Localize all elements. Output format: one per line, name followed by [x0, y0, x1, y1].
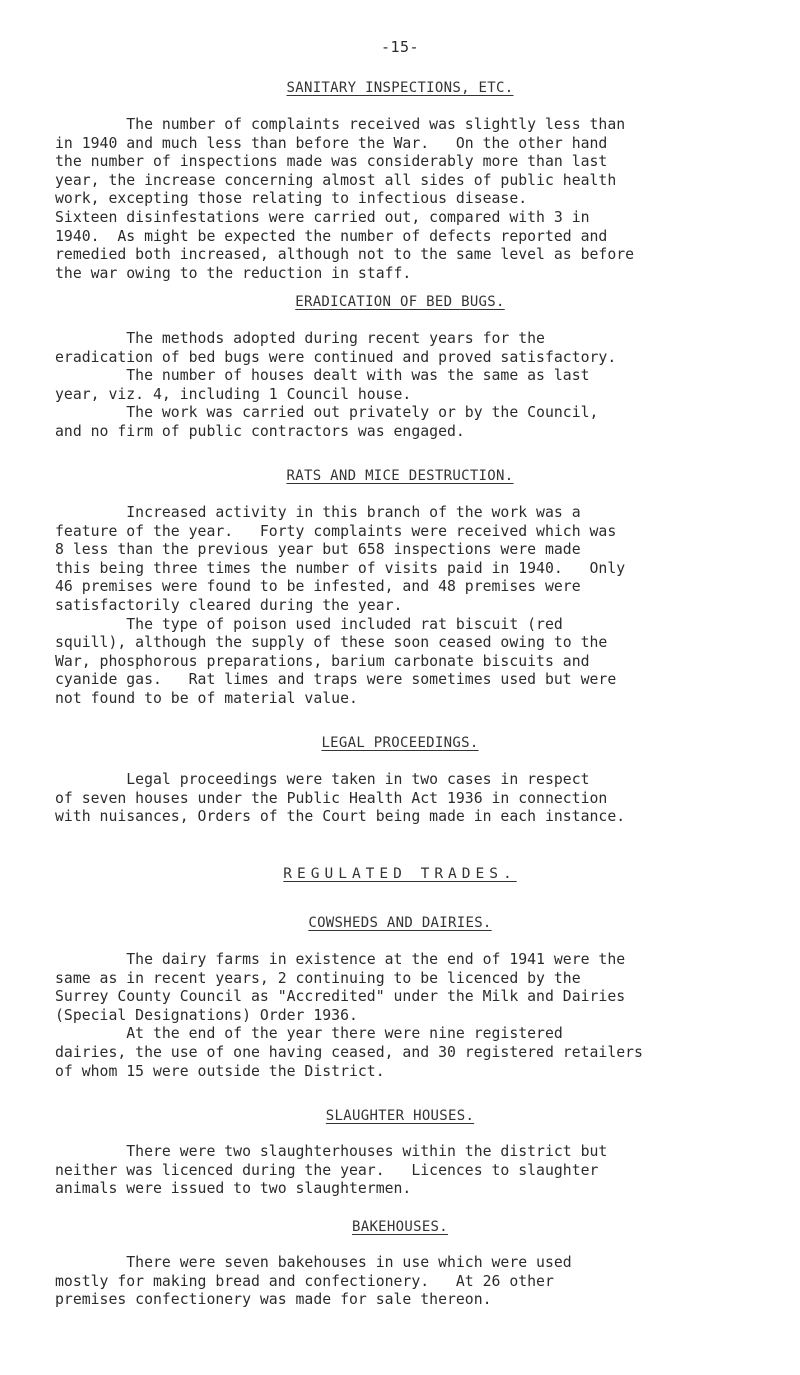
paragraph-eradication-bed-bugs: The methods adopted during recent years for the eradication of bed bugs were continued and proved satisfactory. The number of houses dealt with was the same as last year, viz. 4, including 1 Council house. The work was carried out privately or by the Council, and no firm of public contractors was engaged. — [55, 330, 617, 440]
heading-eradication-bed-bugs: ERADICATION OF BED BUGS. — [295, 294, 505, 310]
page-number: -15- — [380, 38, 420, 56]
paragraph-slaughter-houses: There were two slaughterhouses within the district but neither was licenced during the year. Licences to slaughter animals were issued to two slaughtermen. — [55, 1143, 608, 1198]
heading-rats-mice-destruction: RATS AND MICE DESTRUCTION. — [286, 468, 514, 484]
heading-sanitary-inspections: SANITARY INSPECTIONS, ETC. — [286, 80, 514, 96]
paragraph-rats-mice-destruction: Increased activity in this branch of the work was a feature of the year. Forty complaints were received which was 8 less than the previous year but 658 inspections were made this being three times the number of visits paid in 1940. Only 46 premises were found to be infested, and 48 premises were satisfactorily cleared during the year. The type of poison used included rat biscuit (red squill), although the supply of these soon ceased owing to the War, phosphorous preparations, barium carbonate biscuits and cyanide gas. Rat limes and traps were sometimes used but were not found to be of material value. — [55, 504, 626, 707]
paragraph-sanitary-inspections: The number of complaints received was slightly less than in 1940 and much less than before the War. On the other hand the number of inspections made was considerably more than last year, the increase concerning almost all sides of public health work, excepting those relating to infectious disease. Sixteen disinfestations were carried out, compared with 3 in 1940. As might be expected the number of defects reported and remedied both increased, although not to the same level as before the war owing to the reduction in staff. — [55, 116, 635, 282]
paragraph-bakehouses: There were seven bakehouses in use which were used mostly for making bread and confectionery. At 26 other premises confectionery was made for sale thereon. — [55, 1254, 572, 1309]
heading-cowsheds-dairies: COWSHEDS AND DAIRIES. — [308, 915, 492, 931]
heading-regulated-trades: REGULATED TRADES. — [283, 866, 517, 882]
paragraph-cowsheds-dairies: The dairy farms in existence at the end of 1941 were the same as in recent years, 2 continuing to be licenced by the Surrey County Council as "Accredited" under the Milk and Dairies (Special Designations) Order 1936. At the end of the year there were nine registered dairies, the use of one having ceased, and 30 registered retailers of whom 15 were outside the District. — [55, 951, 643, 1080]
heading-legal-proceedings: LEGAL PROCEEDINGS. — [321, 735, 479, 751]
heading-bakehouses: BAKEHOUSES. — [351, 1219, 449, 1235]
heading-slaughter-houses: SLAUGHTER HOUSES. — [325, 1108, 475, 1124]
paragraph-legal-proceedings: Legal proceedings were taken in two cases in respect of seven houses under the Public Health Act 1936 in connection with nuisances, Orders of the Court being made in each instance. — [55, 771, 626, 826]
